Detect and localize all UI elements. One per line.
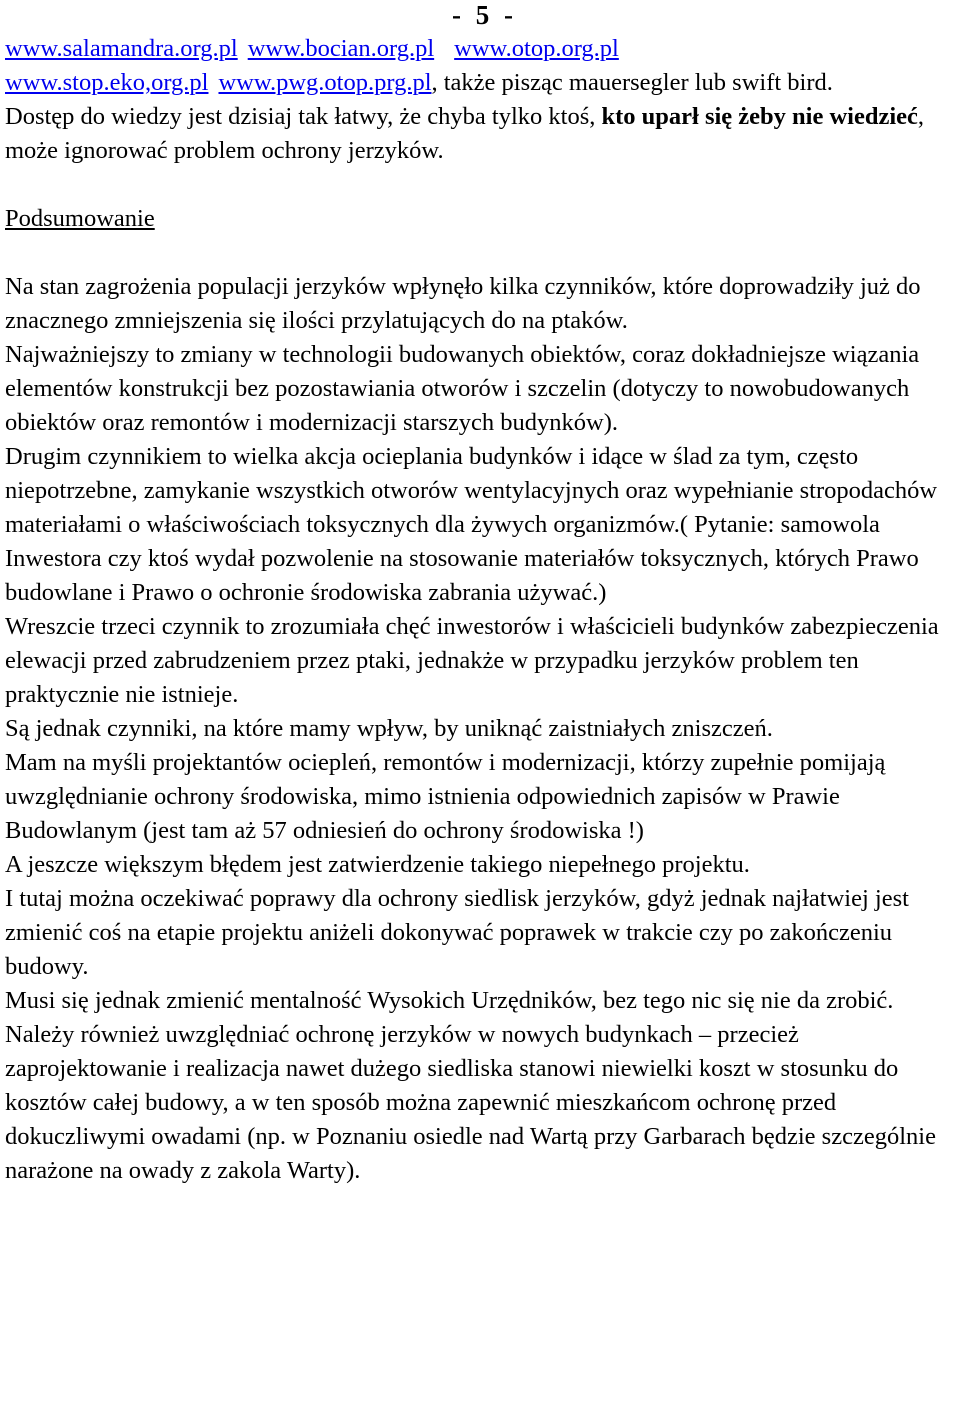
paragraph-7: A jeszcze większym błędem jest zatwierdzenie takiego niepełnego projektu. — [5, 851, 750, 878]
section-heading: Podsumowanie — [5, 205, 155, 232]
link-pwg-otop[interactable]: www.pwg.otop.prg.pl — [218, 69, 432, 96]
knowledge-paragraph — [5, 100, 960, 168]
knowledge-text-start: Dostęp do wiedzy jest dzisiaj tak łatwy, że chyba tylko ktoś, — [5, 103, 602, 130]
blank-line — [5, 168, 960, 202]
page-number: - 5 - — [452, 0, 517, 30]
link-salamandra[interactable]: www.salamandra.org.pl — [5, 35, 238, 62]
paragraph-4: Wreszcie trzeci czynnik to zrozumiała chęć inwestorów i właścicieli budynków zabezpieczenia elewacji przed zabrudzeniem przez ptaki, jednakże w przypadku jerzyków problem ten praktycznie nie istnieje. — [5, 613, 939, 708]
blank-line — [5, 236, 960, 270]
document-body — [5, 32, 960, 1188]
paragraph-10: Należy również uwzględniać ochronę jerzyków w nowych budynkach – przecież zaprojektowanie i realizacja nawet dużego siedliska stanowi niewielki koszt w stosunku do kosztów całej budowy, a w ten sposób można zapewnić mieszkańcom ochronę przed dokuczliwymi owadami (np. w Poznaniu osiedle nad Wartą przy Garbarach będzie szczególnie narażone na owady z zakola Warty). — [5, 1021, 936, 1184]
knowledge-text-end: , może ignorować problem ochrony jerzyków. — [5, 103, 925, 164]
links-trailing-text: , także pisząc mauersegler lub swift bird. — [431, 69, 833, 96]
knowledge-bold-phrase: kto uparł się żeby nie wiedzieć — [601, 103, 918, 130]
paragraph-9: Musi się jednak zmienić mentalność Wysokich Urzędników, bez tego nic się nie da zrobić. — [5, 987, 894, 1014]
link-otop[interactable]: www.otop.org.pl — [454, 35, 619, 62]
link-stop-eko[interactable]: www.stop.eko,org.pl — [5, 69, 209, 96]
paragraph-1: Na stan zagrożenia populacji jerzyków wpłynęło kilka czynników, które doprowadziły już do znacznego zmniejszenia się ilości przylatujących do na ptaków. — [5, 273, 921, 334]
paragraph-3: Drugim czynnikiem to wielka akcja ocieplania budynków i idące w ślad za tym, często niepotrzebne, zamykanie wszystkich otworów wentylacyjnych oraz wypełnianie stropodachów materiałami o właściwościach toksycznych dla żywych organizmów.( Pytanie: samowola Inwestora czy ktoś wydał pozwolenie na stosowanie materiałów toksycznych, których Prawo budowlane i Prawo o ochronie środowiska zabrania używać.) — [5, 443, 938, 606]
paragraph-2: Najważniejszy to zmiany w technologii budowanych obiektów, coraz dokładniejsze wiązania elementów konstrukcji bez pozostawiania otworów i szczelin (dotyczy to nowobudowanych obiektów oraz remontów i modernizacji starszych budynków). — [5, 341, 920, 436]
links-paragraph — [5, 32, 960, 100]
paragraph-5: Są jednak czynniki, na które mamy wpływ, by uniknąć zaistniałych zniszczeń. — [5, 715, 773, 742]
link-bocian[interactable]: www.bocian.org.pl — [247, 35, 435, 62]
paragraph-8: I tutaj można oczekiwać poprawy dla ochrony siedlisk jerzyków, gdyż jednak najłatwiej jest zmienić coś na etapie projektu aniżeli dokonywać poprawek w trakcie czy po zakończeniu budowy. — [5, 885, 909, 980]
paragraph-6: Mam na myśli projektantów ociepleń, remontów i modernizacji, którzy zupełnie pomijają uwzględnianie ochrony środowiska, mimo istnienia odpowiednich zapisów w Prawie Budowlanym (jest tam aż 57 odniesień do ochrony środowiska !) — [5, 749, 886, 844]
